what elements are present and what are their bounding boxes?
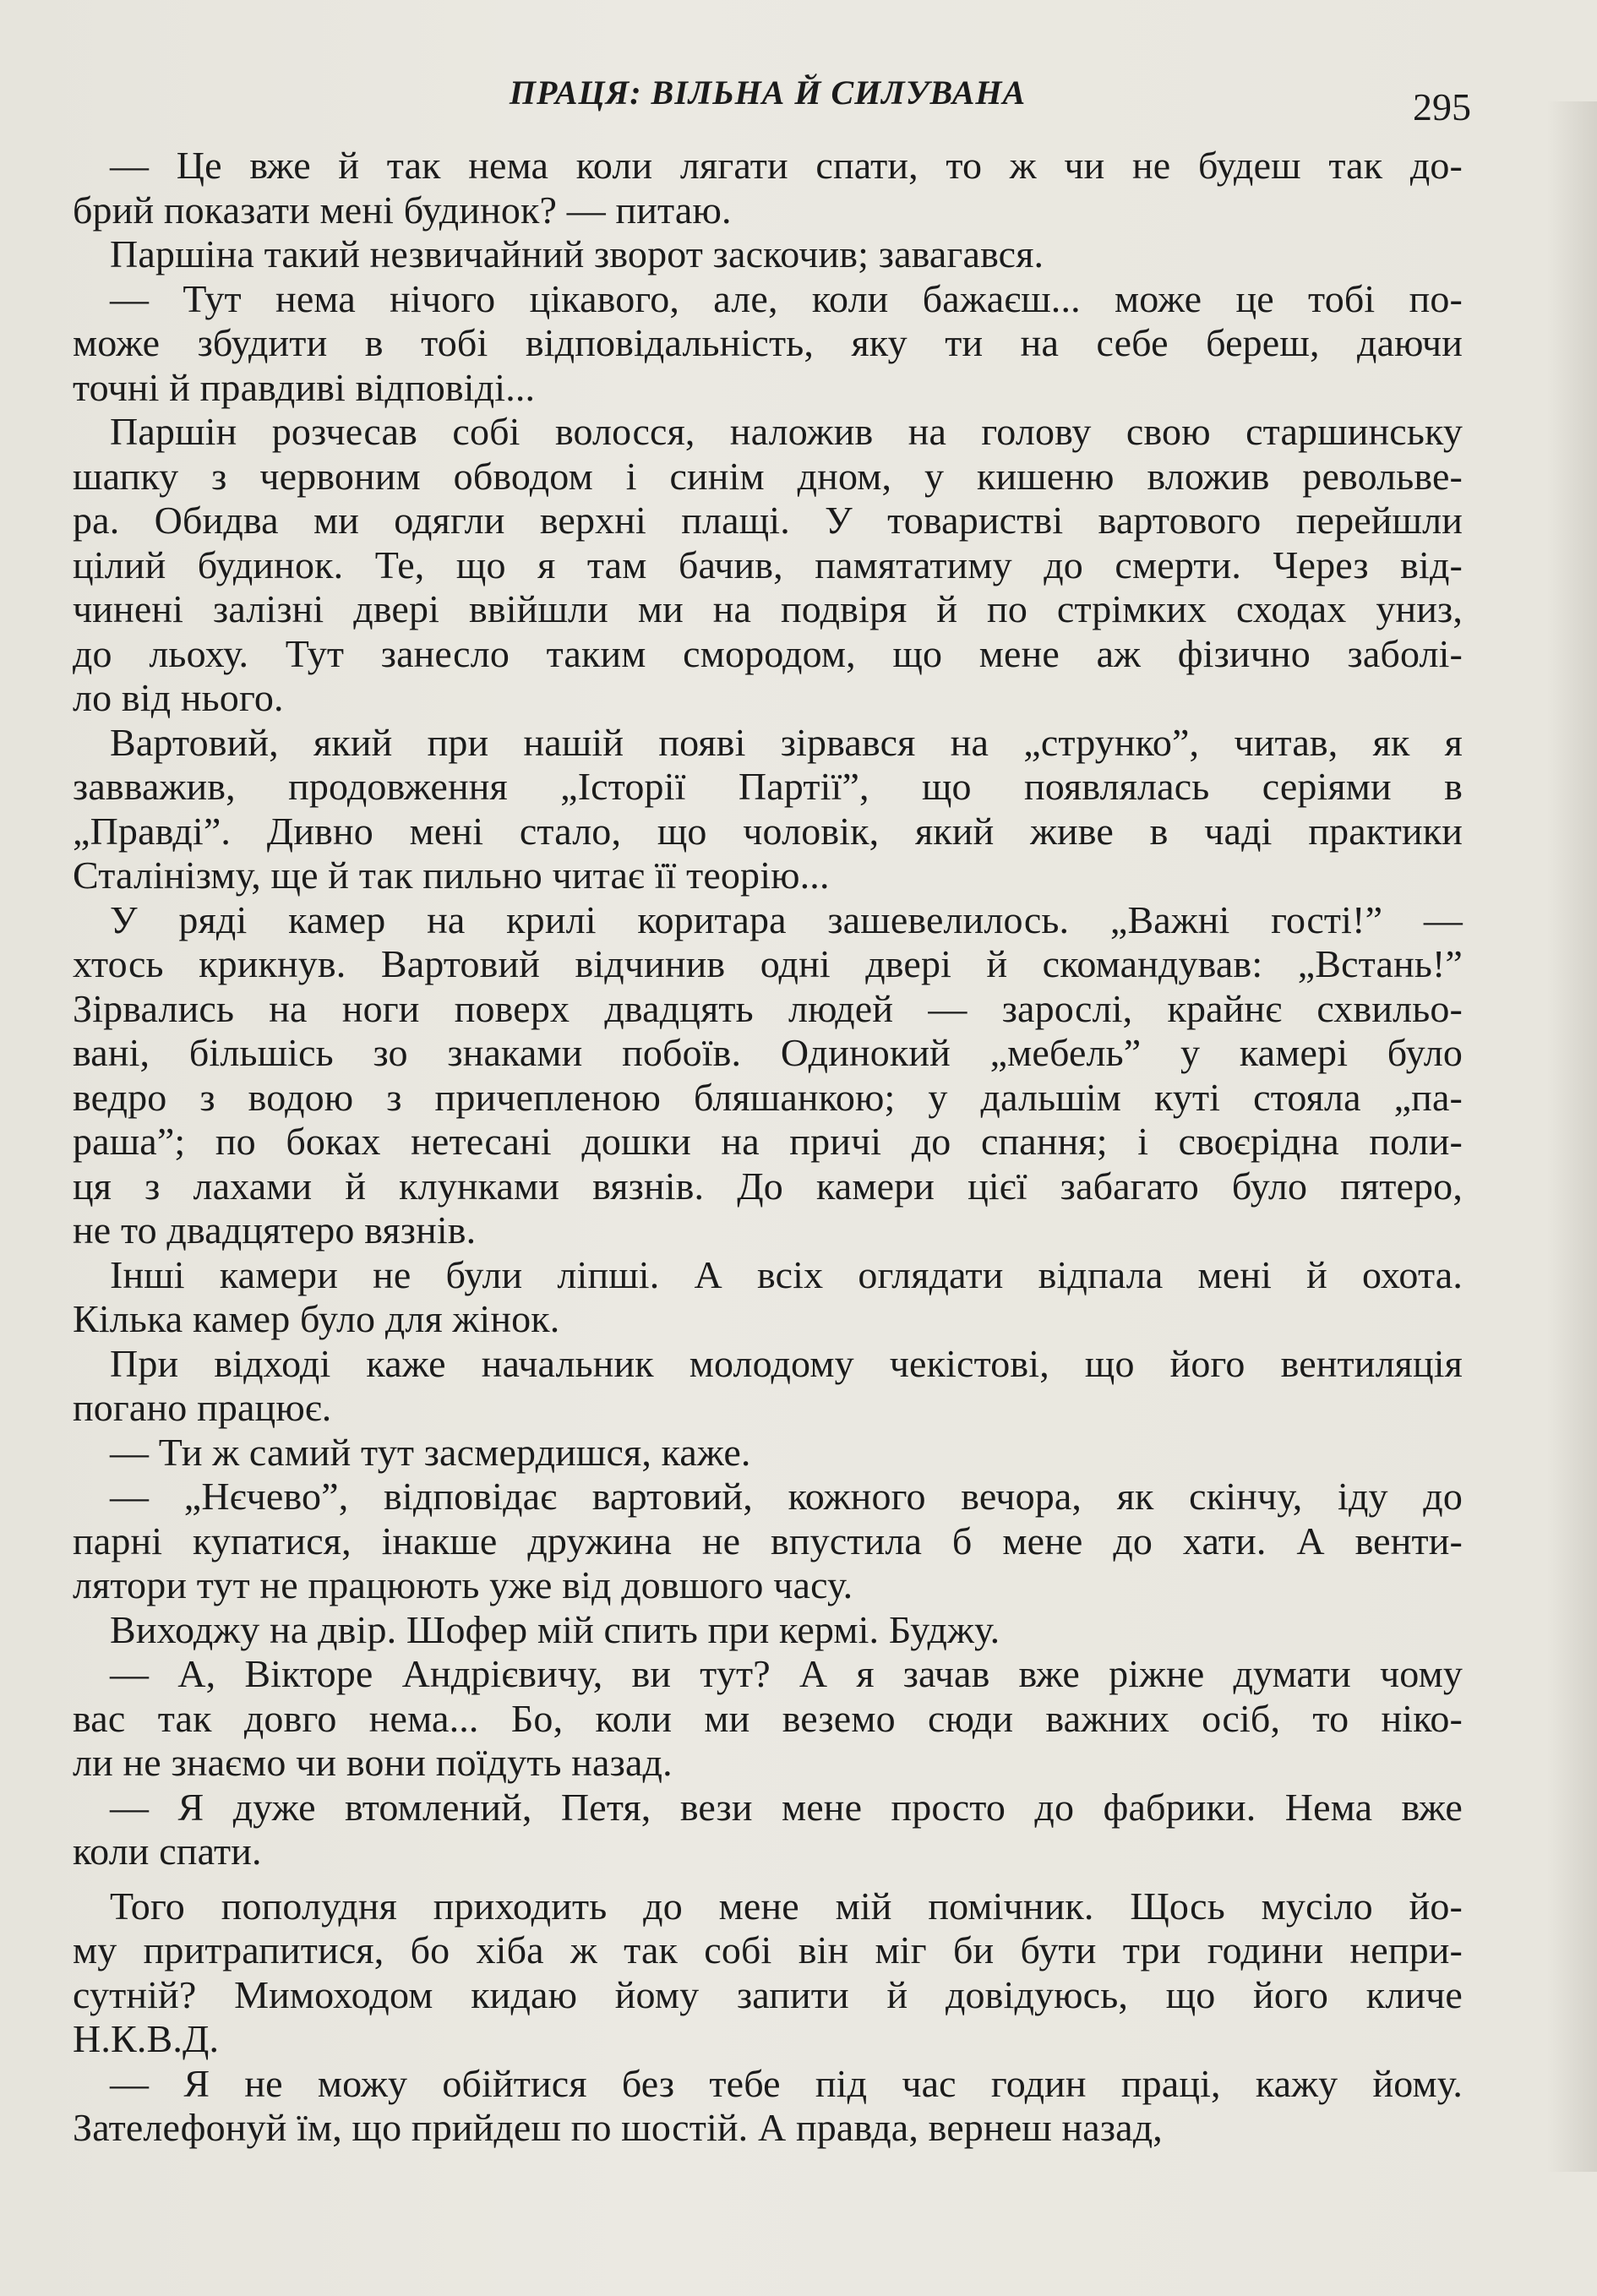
text-line: цілий будинок. Те, що я там бачив, памятатиму до смерти. Через від- xyxy=(73,543,1463,586)
text-line: сутній? Мимоходом кидаю йому запити й довідуюсь, що його кличе xyxy=(73,1972,1463,2016)
text-line: вані, більшісь зо знаками побоїв. Одинокий „мебель” у камері було xyxy=(73,1031,1463,1074)
text-line: У ряді камер на крилі коритара зашевелилось. „Важні гості!” — xyxy=(110,897,1463,941)
text-line: Інші камери не були ліпші. А всіх оглядати відпала мені й охота. xyxy=(110,1252,1463,1296)
text-line: чинені залізні двері ввійшли ми на подвіря й по стрімких сходах униз, xyxy=(73,587,1463,630)
text-line: парні купатися, інакше дружина не впустила б мене до хати. А венти- xyxy=(73,1519,1463,1562)
text-line: до льоху. Тут занесло таким смородом, що мене аж фізично заболі- xyxy=(73,631,1463,675)
running-title: ПРАЦЯ: ВІЛЬНА Й СИЛУВАНА xyxy=(509,74,1027,112)
text-line: може збудити в тобі відповідальність, яку ти на себе береш, даючи xyxy=(73,321,1463,364)
text-line: Вартовий, який при нашій появі зірвався на „струнко”, читав, як я xyxy=(110,720,1463,764)
text-line: ли не знаємо чи вони поїдуть назад. xyxy=(73,1741,673,1784)
paragraph xyxy=(73,410,1463,721)
text-line: Зателефонуй їм, що прийдеш по шостій. А правда, вернеш назад, xyxy=(73,2106,1163,2149)
paragraph xyxy=(73,1475,1463,1608)
text-line: При відході каже начальник молодому чекістові, що його вентиляція xyxy=(110,1341,1463,1385)
text-line: вас так довго нема... Бо, коли ми веземо сюди важних осіб, то ніко- xyxy=(73,1696,1463,1740)
page-header xyxy=(73,73,1471,128)
text-line: — „Нєчево”, відповідає вартовий, кожного вечора, як скінчу, іду до xyxy=(110,1475,1463,1518)
text-line: хтось крикнув. Вартовий відчинив одні двері й скомандував: „Встань!” xyxy=(73,942,1463,985)
page-number: 295 xyxy=(1413,85,1471,128)
text-line: Того пополудня приходить до мене мій помічник. Щось мусіло йо- xyxy=(110,1884,1463,1928)
text-line: точні й правдиві відповіді... xyxy=(73,365,536,409)
text-line: — А, Вікторе Андрієвичу, ви тут? А я зачав вже ріжне думати чому xyxy=(110,1652,1463,1695)
paragraph xyxy=(73,1786,1463,1874)
text-line: Н.К.В.Д. xyxy=(73,2017,220,2060)
text-line: — Я не можу обійтися без тебе під час годин праці, кажу йому. xyxy=(110,2061,1463,2105)
text-line: коли спати. xyxy=(73,1830,262,1873)
text-line: Сталінізму, ще й так пильно читає її теорію... xyxy=(73,854,830,897)
text-line: Паршіна такий незвичайний зворот заскочив; завагався. xyxy=(110,232,1044,275)
text-line: брий показати мені будинок? — питаю. xyxy=(73,188,732,232)
paragraph xyxy=(73,2062,1463,2151)
text-line: шапку з червоним обводом і синім дном, у кишеню вложив револьве- xyxy=(73,454,1463,498)
text-line: — Я дуже втомлений, Петя, вези мене просто до фабрики. Нема вже xyxy=(110,1785,1463,1829)
paragraph xyxy=(73,1608,1463,1653)
text-line: лятори тут не працюють уже від довшого часу. xyxy=(73,1563,853,1606)
text-line: Виходжу на двір. Шофер мій спить при кермі. Буджу. xyxy=(110,1607,1000,1651)
text-line: ло від нього. xyxy=(73,676,284,719)
text-line: ведро з водою з причепленою бляшанкою; у дальшім куті стояла „па- xyxy=(73,1075,1463,1119)
text-line: Зірвались на ноги поверх двадцять людей — зарослі, крайнє схвильо- xyxy=(73,986,1463,1030)
text-line: — Ти ж самий тут засмердишся, каже. xyxy=(110,1430,751,1474)
paragraph xyxy=(73,1253,1463,1342)
page-edge-shadow xyxy=(1546,101,1597,2172)
paragraph xyxy=(73,1884,1463,2062)
paragraph xyxy=(73,277,1463,411)
paragraph xyxy=(73,144,1463,232)
text-line: завважив, продовження „Історії Партії”, що появлялась серіями в xyxy=(73,765,1463,808)
text-line: — Тут нема нічого цікавого, але, коли бажаєш... може це тобі по- xyxy=(110,276,1463,320)
paragraph xyxy=(73,232,1463,277)
text-line: му притрапитися, бо хіба ж так собі він міг би бути три години непри- xyxy=(73,1928,1463,1972)
page-body xyxy=(73,144,1463,2151)
paragraph xyxy=(73,1342,1463,1431)
text-line: „Правді”. Дивно мені стало, що чоловік, який живе в чаді практики xyxy=(73,809,1463,853)
text-line: ця з лахами й клунками вязнів. До камери цієї забагато було пятеро, xyxy=(73,1164,1463,1208)
text-line: — Це вже й так нема коли лягати спати, то ж чи не будеш так до- xyxy=(110,144,1463,187)
text-line: ра. Обидва ми одягли верхні плащі. У товаристві вартового перейшли xyxy=(73,499,1463,542)
text-line: раша”; по боках нетесані дошки на причі до спання; і своєрідна поли- xyxy=(73,1120,1463,1163)
text-line: Паршін розчесав собі волосся, наложив на голову свою старшинську xyxy=(110,410,1463,453)
paragraph xyxy=(73,1652,1463,1786)
paragraph xyxy=(73,721,1463,898)
text-line: Кілька камер було для жінок. xyxy=(73,1297,560,1340)
text-line: погано працює. xyxy=(73,1386,332,1429)
paragraph xyxy=(73,1431,1463,1475)
text-line: не то двадцятеро вязнів. xyxy=(73,1208,477,1252)
paragraph xyxy=(73,898,1463,1253)
